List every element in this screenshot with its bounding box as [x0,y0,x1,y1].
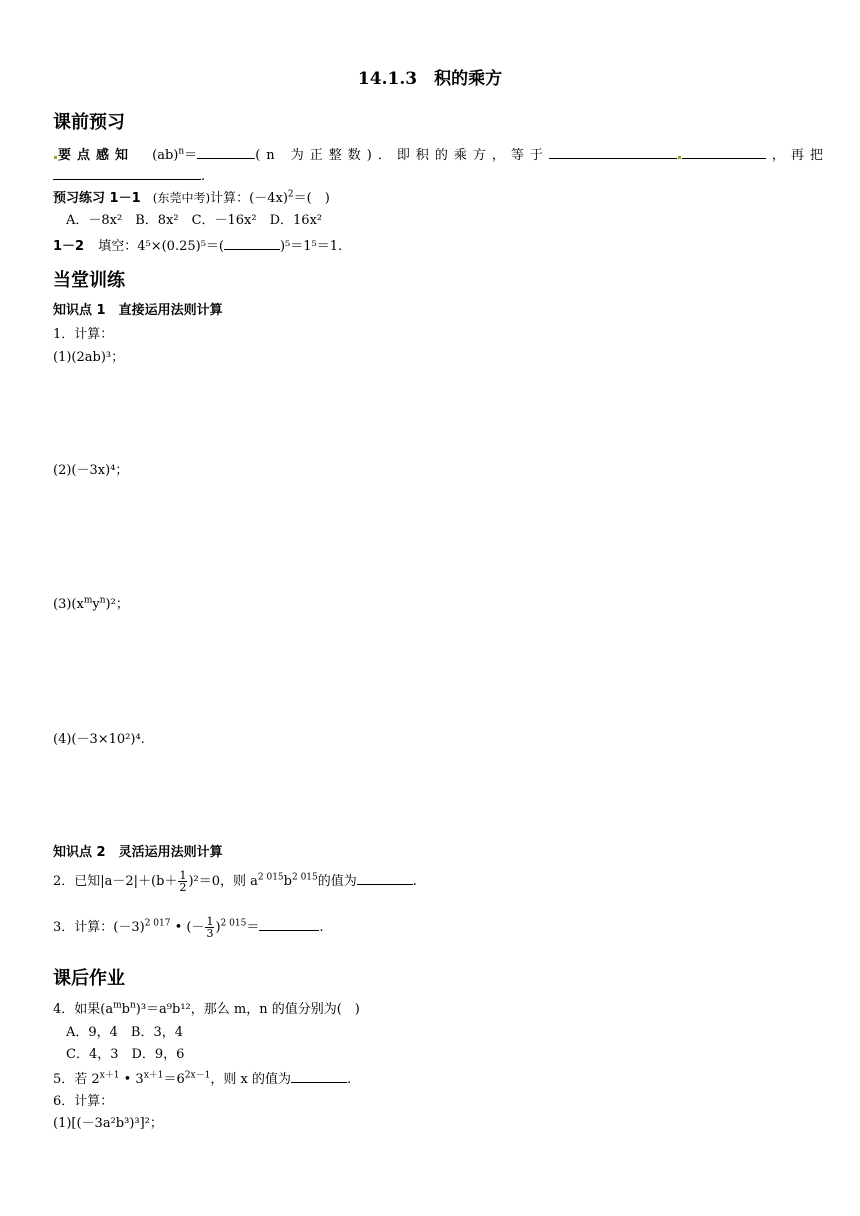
key-point-label: 要点感知 [58,148,135,163]
question-5: 5．若 $2^{x+1}$ • $3^{x+1}=6^{2x-1}$，则 x 的值为 . [53,1070,352,1087]
page-title: 14.1.3 积的乘方 [357,69,503,89]
question-1-part-3: $(3)(x^my^n)^2$； [53,595,129,612]
marker-dot [678,156,681,159]
question-4-options-2: C．4，3 D．9，6 [66,1047,185,1062]
question-3: 3．计算：$(-3)^{2 017}$ • (－ $\frac{1}{3}$ )$^{2 015}$＝ . [53,915,324,940]
answer-blank[interactable] [259,917,319,931]
fraction-half: $\frac{1}{2}$ [179,869,187,894]
section-pre: 课前预习 [53,112,125,133]
section-after: 课后作业 [53,968,125,989]
question-4: 4．如果$(a^mb^n)^3=a^9b^{12}$，那么 m，n 的值分别为( ) [53,1000,360,1017]
question-4-options-1: A．9，4 B．3，4 [66,1025,184,1040]
answer-blank[interactable] [682,145,766,159]
key-point-line-2: . [53,166,205,186]
question-2: 2．已知|a－2|＋(b＋ $\frac{1}{2}$ )²＝0，则 $a^{2 015}b^{2 015}$的值为 . [53,869,417,894]
answer-blank[interactable] [224,236,280,250]
section-class: 当堂训练 [53,270,125,291]
preview-exercise-1: 预习练习 1－1 (东莞中考)计算：$(-4x)^2=$( ) [53,189,330,206]
question-1-part-4: (4)(－3×10²)⁴. [53,732,145,747]
fraction-third: $\frac{1}{3}$ [206,915,214,940]
answer-blank[interactable] [53,166,201,180]
question-6: 6．计算： [53,1094,114,1109]
question-6-part-1: (1)[(－3a²b³)³]²； [53,1116,163,1131]
knowledge-point-2: 知识点 2 灵活运用法则计算 [53,845,223,860]
answer-blank[interactable] [291,1069,347,1083]
question-1-part-2: (2)(－3x)⁴； [53,463,129,478]
knowledge-point-1: 知识点 1 直接运用法则计算 [53,303,223,318]
key-point-line: 要点感知 (ab)$^n$＝ (n 为正整数)．即积的乘方，等于 ，再把 [53,145,829,165]
marker-dot [54,156,57,159]
question-1: 1．计算： [53,327,114,342]
question-1-part-1: (1)(2ab)³； [53,350,125,365]
preview-exercise-1-options: A．－8x² B．8x² C．－16x² D．16x² [66,213,323,228]
preview-exercise-2: 1－2 填空：4⁵×(0.25)⁵＝( )⁵＝1⁵＝1. [53,236,342,256]
answer-blank[interactable] [357,871,413,885]
answer-blank[interactable] [549,145,677,159]
answer-blank[interactable] [197,145,255,159]
